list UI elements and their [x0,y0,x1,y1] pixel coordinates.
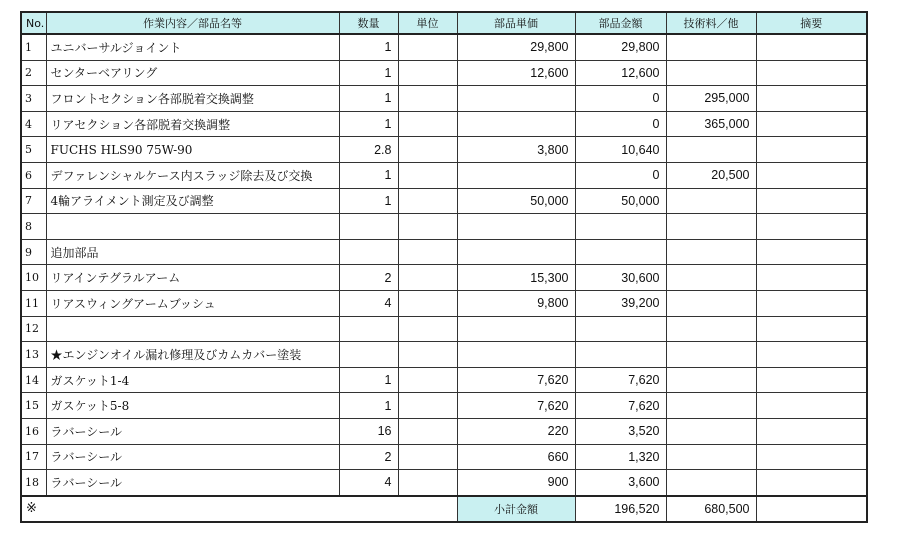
table-row [21,86,867,112]
header-row [21,12,867,34]
cell-no: 2 [21,60,46,86]
cell-no: 3 [21,86,46,112]
cell-parts-amount: 1,320 [575,444,666,470]
cell-no: 9 [21,239,46,265]
cell-unit [398,470,457,496]
cell-labor [666,188,756,214]
header-unit: 単位 [398,12,457,34]
cell-unit [398,86,457,112]
cell-parts-amount: 7,620 [575,393,666,419]
table-row [21,316,867,342]
cell-labor [666,34,756,60]
cell-no: 16 [21,418,46,444]
cell-description: 追加部品 [46,239,339,265]
cell-remarks [756,265,867,291]
cell-labor [666,214,756,240]
cell-unit-price [457,214,575,240]
estimate-table [20,11,868,523]
table-row [21,239,867,265]
cell-parts-amount [575,342,666,368]
estimate-sheet [20,11,866,523]
table-row [21,342,867,368]
cell-unit [398,316,457,342]
cell-remarks [756,316,867,342]
table-row [21,214,867,240]
cell-unit [398,137,457,163]
cell-parts-amount: 0 [575,86,666,112]
cell-unit-price: 29,800 [457,34,575,60]
cell-quantity: 1 [339,162,398,188]
cell-quantity [339,214,398,240]
cell-labor: 295,000 [666,86,756,112]
cell-description: ラバーシール [46,418,339,444]
cell-unit-price: 50,000 [457,188,575,214]
cell-quantity: 1 [339,111,398,137]
cell-description: FUCHS HLS90 75W-90 [46,137,339,163]
cell-unit-price: 12,600 [457,60,575,86]
cell-parts-amount [575,239,666,265]
cell-unit-price: 3,800 [457,137,575,163]
cell-description: 4輪アライメント測定及び調整 [46,188,339,214]
subtotal-labor: 680,500 [666,496,756,522]
subtotal-remarks [756,496,867,522]
cell-labor [666,265,756,291]
cell-unit-price: 15,300 [457,265,575,291]
cell-no: 14 [21,367,46,393]
cell-unit [398,60,457,86]
cell-remarks [756,188,867,214]
cell-labor [666,290,756,316]
cell-remarks [756,214,867,240]
cell-remarks [756,470,867,496]
cell-no: 17 [21,444,46,470]
cell-no: 12 [21,316,46,342]
cell-unit [398,418,457,444]
cell-remarks [756,60,867,86]
cell-quantity: 16 [339,418,398,444]
cell-parts-amount: 0 [575,111,666,137]
cell-description: ガスケット1-4 [46,367,339,393]
cell-unit-price: 220 [457,418,575,444]
table-row [21,60,867,86]
cell-unit [398,34,457,60]
cell-unit [398,162,457,188]
cell-labor [666,418,756,444]
cell-parts-amount: 30,600 [575,265,666,291]
table-row [21,393,867,419]
header-remarks: 摘要 [756,12,867,34]
cell-unit-price: 7,620 [457,367,575,393]
cell-labor: 20,500 [666,162,756,188]
cell-labor [666,470,756,496]
cell-remarks [756,239,867,265]
cell-description [46,214,339,240]
cell-quantity [339,342,398,368]
table-row [21,444,867,470]
cell-no: 7 [21,188,46,214]
cell-unit [398,239,457,265]
table-row [21,367,867,393]
cell-description: ラバーシール [46,470,339,496]
cell-quantity [339,239,398,265]
header-no: No. [21,12,46,34]
cell-unit [398,111,457,137]
cell-description: センターベアリング [46,60,339,86]
header-quantity: 数量 [339,12,398,34]
cell-unit [398,444,457,470]
subtotal-parts: 196,520 [575,496,666,522]
table-row [21,418,867,444]
cell-unit [398,265,457,291]
cell-unit-price [457,86,575,112]
header-parts-amount: 部品金額 [575,12,666,34]
cell-no: 13 [21,342,46,368]
table-row [21,290,867,316]
cell-quantity: 1 [339,393,398,419]
cell-quantity: 1 [339,60,398,86]
cell-no: 1 [21,34,46,60]
cell-no: 5 [21,137,46,163]
cell-labor: 365,000 [666,111,756,137]
subtotal-label: 小計金額 [457,496,575,522]
cell-unit-price [457,239,575,265]
cell-unit-price [457,316,575,342]
subtotal-row [21,496,867,522]
header-labor: 技術料／他 [666,12,756,34]
cell-unit-price [457,111,575,137]
cell-description: デファレンシャルケース内スラッジ除去及び交換 [46,162,339,188]
cell-description: リアセクション各部脱着交換調整 [46,111,339,137]
cell-no: 8 [21,214,46,240]
cell-unit-price: 9,800 [457,290,575,316]
cell-parts-amount [575,214,666,240]
cell-quantity: 1 [339,86,398,112]
table-body [21,34,867,496]
cell-unit-price [457,162,575,188]
header-description: 作業内容／部品名等 [46,12,339,34]
cell-unit-price [457,342,575,368]
table-row [21,188,867,214]
cell-parts-amount: 3,600 [575,470,666,496]
cell-quantity: 2 [339,265,398,291]
cell-quantity: 2 [339,444,398,470]
cell-quantity: 1 [339,367,398,393]
cell-parts-amount: 39,200 [575,290,666,316]
cell-labor [666,342,756,368]
cell-quantity: 1 [339,34,398,60]
cell-remarks [756,162,867,188]
cell-no: 10 [21,265,46,291]
cell-remarks [756,290,867,316]
cell-remarks [756,137,867,163]
cell-remarks [756,444,867,470]
cell-remarks [756,393,867,419]
cell-labor [666,316,756,342]
cell-labor [666,444,756,470]
cell-unit-price: 660 [457,444,575,470]
cell-unit [398,367,457,393]
cell-parts-amount: 29,800 [575,34,666,60]
table-row [21,137,867,163]
cell-quantity: 2.8 [339,137,398,163]
cell-parts-amount: 7,620 [575,367,666,393]
cell-unit [398,214,457,240]
cell-unit [398,290,457,316]
cell-quantity: 4 [339,290,398,316]
cell-description: リアインテグラルアーム [46,265,339,291]
cell-unit [398,342,457,368]
cell-description [46,316,339,342]
cell-quantity [339,316,398,342]
header-unit-price: 部品単価 [457,12,575,34]
cell-description: ラバーシール [46,444,339,470]
cell-remarks [756,418,867,444]
cell-no: 6 [21,162,46,188]
cell-labor [666,239,756,265]
cell-parts-amount: 50,000 [575,188,666,214]
cell-no: 11 [21,290,46,316]
cell-unit-price: 900 [457,470,575,496]
cell-quantity: 4 [339,470,398,496]
cell-remarks [756,34,867,60]
cell-labor [666,60,756,86]
cell-description: ガスケット5-8 [46,393,339,419]
cell-no: 15 [21,393,46,419]
table-row [21,470,867,496]
cell-no: 18 [21,470,46,496]
table-row [21,34,867,60]
cell-quantity: 1 [339,188,398,214]
cell-parts-amount [575,316,666,342]
note-mark: ※ [21,496,457,522]
cell-parts-amount: 3,520 [575,418,666,444]
table-row [21,162,867,188]
cell-unit [398,188,457,214]
cell-parts-amount: 12,600 [575,60,666,86]
cell-labor [666,367,756,393]
table-row [21,111,867,137]
cell-no: 4 [21,111,46,137]
cell-parts-amount: 0 [575,162,666,188]
cell-description: フロントセクション各部脱着交換調整 [46,86,339,112]
cell-remarks [756,86,867,112]
cell-description: リアスウィングアームブッシュ [46,290,339,316]
cell-remarks [756,367,867,393]
cell-remarks [756,111,867,137]
cell-remarks [756,342,867,368]
table-row [21,265,867,291]
cell-description: ユニバーサルジョイント [46,34,339,60]
cell-unit-price: 7,620 [457,393,575,419]
cell-description: ★エンジンオイル漏れ修理及びカムカバー塗装 [46,342,339,368]
cell-labor [666,137,756,163]
cell-labor [666,393,756,419]
cell-parts-amount: 10,640 [575,137,666,163]
cell-unit [398,393,457,419]
